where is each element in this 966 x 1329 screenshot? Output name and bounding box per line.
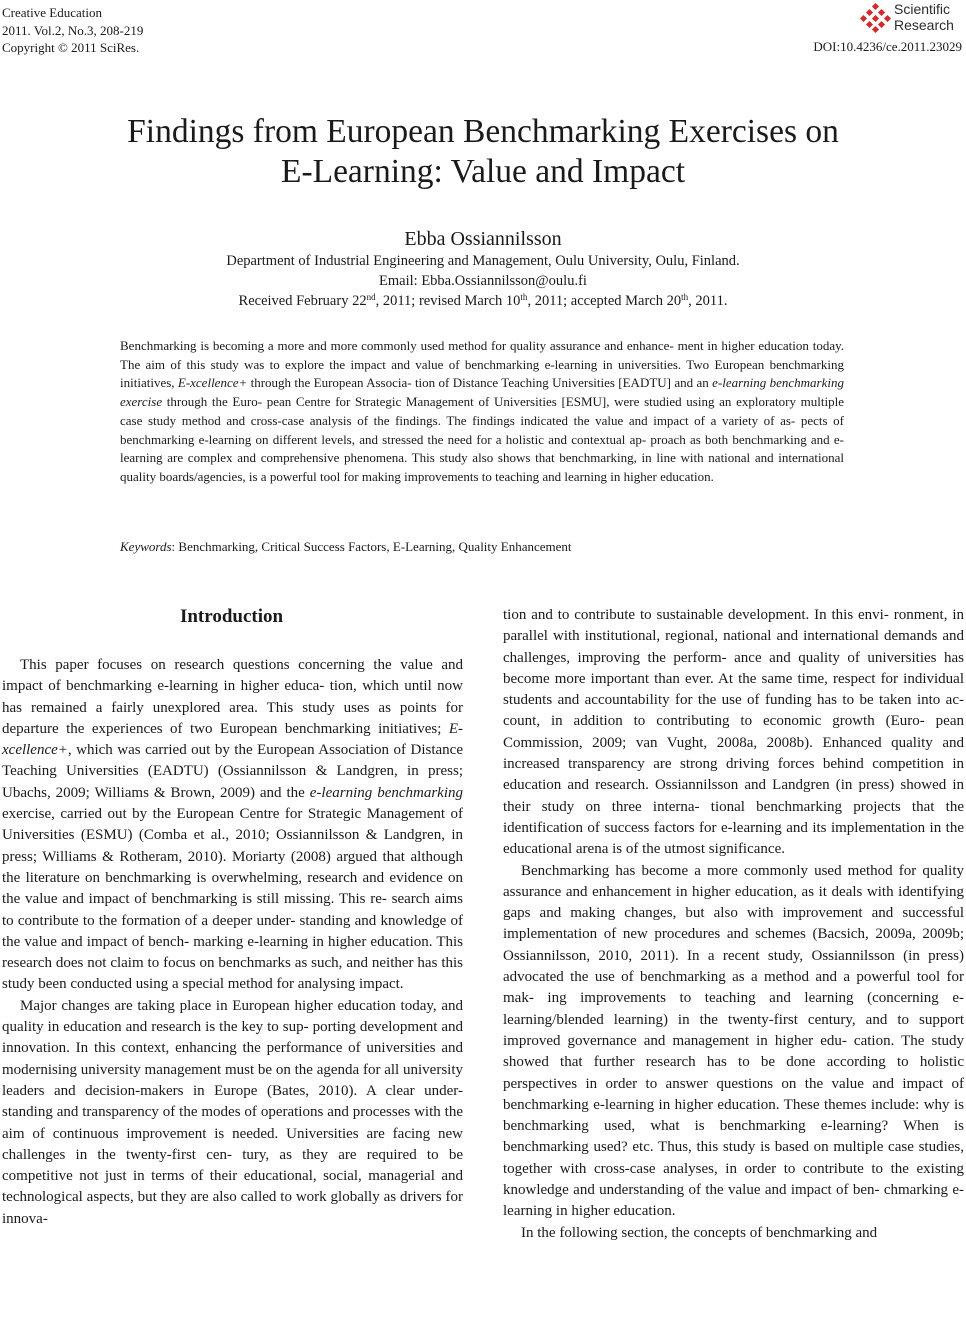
journal-name: Creative Education (2, 5, 102, 20)
paragraph: tion and to contribute to sustainable development. In this envi- ronment, in parallel with institutional, regional, national and international demands and challenges, improving the perform- ance and quality of universities has become more important than ever. At the same time, respect for individual students and accountability for the use of funding has to be taken into ac- count, in addition to contributing to economic growth (Euro- pean Commission, 2009; van Vught, 2008a, 2008b). Enhanced quality and increased transparency are strong driving forces behind competition in education and research. Ossiannilsson and Landgren (in press) showed in their study on three interna- tional benchmarking projects that the identification of success factors for e-learning and its implementation in the educational arena is of the utmost significance. (503, 607, 964, 858)
doi: DOI:10.4236/ce.2011.23029 (813, 39, 962, 54)
journal-volume: 2011. Vol.2, No.3, 208-219 (2, 22, 144, 38)
author-name: Ebba Ossiannilsson (404, 228, 562, 250)
affiliation: Department of Industrial Engineering and Management, Oulu University, Oulu, Finland. (226, 253, 740, 269)
scientific-research-logo-mark-icon (860, 3, 892, 33)
affiliation-block (0, 251, 966, 311)
logo-text-research: Research (894, 17, 954, 33)
section-heading-introduction: Introduction (179, 606, 284, 627)
keywords-label: Keywords (120, 539, 172, 554)
received-dates: Received February 22nd, 2011; revised March 10th, 2011; accepted March 20th, 2011. (238, 292, 728, 309)
left-column (2, 655, 463, 1230)
publisher-logo (860, 0, 964, 36)
paragraph: Benchmarking has become a more commonly used method for quality assurance and enhancement in higher education, as it deals with identifying gaps and making changes, but also with improvement and successful implementation of new procedures and schemes (Bacsich, 2009a, 2009b; Ossiannilsson, 2010, 2011). In a recent study, Ossiannilsson (in press) advocated the use of benchmarking as a method and a powerful tool for mak- ing improvements to teaching and learning (concerning e- learning/blended learning) in the twenty-first century, and to support improved governance and management in higher edu- cation. The study showed that further research has to be done according to holistic perspectives in order to answer questions on the value and impact of benchmarking e-learning in higher education. These themes include: why is benchmarking used, what is benchmarking e-learning? When is benchmarking used? etc. Thus, this study is based on multiple case studies, together with cross-case analyses, in order to contribute to the existing knowledge and understanding of the value and impact of ben- chmarking e-learning in higher education. (503, 862, 964, 1220)
author-email: Email: Ebba.Ossiannilsson@oulu.fi (379, 273, 587, 289)
right-column (503, 605, 964, 1244)
keywords-list: : Benchmarking, Critical Success Factors, E-Learning, Quality Enhancement (171, 539, 572, 554)
logo-text-scientific: Scientific (894, 1, 951, 17)
paper-title (0, 112, 966, 192)
title-line-1: Findings from European Benchmarking Exercises on (127, 113, 839, 150)
paragraph: In the following section, the concepts of benchmarking and (521, 1224, 878, 1241)
title-line-2: E-Learning: Value and Impact (280, 153, 685, 190)
journal-header (2, 4, 143, 57)
copyright-notice: Copyright © 2011 SciRes. (2, 40, 140, 55)
paragraph: This paper focuses on research questions concerning the value and impact of benchmarking e-learning in higher educa- tion, which until now has remained a fairly unexplored area. This study uses as points for departure the experiences of two European benchmarking initiatives; E-xcellence+, which was carried out by the European Association of Distance Teaching Universities (EADTU) (Ossiannilsson & Landgren, in press; Ubachs, 2009; Williams & Brown, 2009) and the e-learning benchmarking exercise, carried out by the European Centre for Strategic Management of Universities (ESMU) (Comba et al., 2010; Ossiannilsson & Landgren, in press; Williams & Rotheram, 2010). Moriarty (2008) argued that although the literature on benchmarking is overwhelming, research and evidence on the value and impact of benchmarking is still missing. This re- search aims to contribute to the formation of a deeper under- standing and knowledge of the value and impact of bench- marking e-learning in higher education. This research does not claim to focus on benchmarks as such, and neither has this study been conducted using a special method for analysing impact. (2, 657, 463, 993)
keywords (120, 539, 844, 555)
paragraph: Major changes are taking place in European higher education today, and quality in education and research is the key to sup- porting development and innovation. In this context, enhancing the performance of universities and modernising university management must be on the agenda for all university leaders and decision-makers in Europe (Bates, 2010). A clear under- standing and transparency of the modes of operations and processes with the aim of continuous improvement is needed. Universities are facing new challenges in the twenty-first cen- tury, as they are required to be competitive not just in terms of their educational, social, managerial and technological aspects, but they are also called to work globally as drivers for innova- (2, 997, 463, 1227)
abstract: Benchmarking is becoming a more and more commonly used method for quality assurance and enhance- ment in higher education today. The aim of this study was to explore the impact and value of benchmarking e-learning in universities. Two European benchmarking initiatives, E-xcellence+ through the European Associa- tion of Distance Teaching Universities [EADTU] and an e-learning benchmarking exercise through the Euro- pean Centre for Strategic Management of Universities [ESMU], were studied using an exploratory multiple case study method and cross-case analysis of the findings. The findings indicated the value and impact of a variety of as- pects of benchmarking e-learning on different levels, and stressed the need for a holistic and contextual ap- proach as both benchmarking and e-learning are complex and comprehensive phenomena. This study also shows that benchmarking, in line with national and international quality boards/agencies, is a powerful tool for making improvements to teaching and learning in higher education. (120, 338, 844, 484)
